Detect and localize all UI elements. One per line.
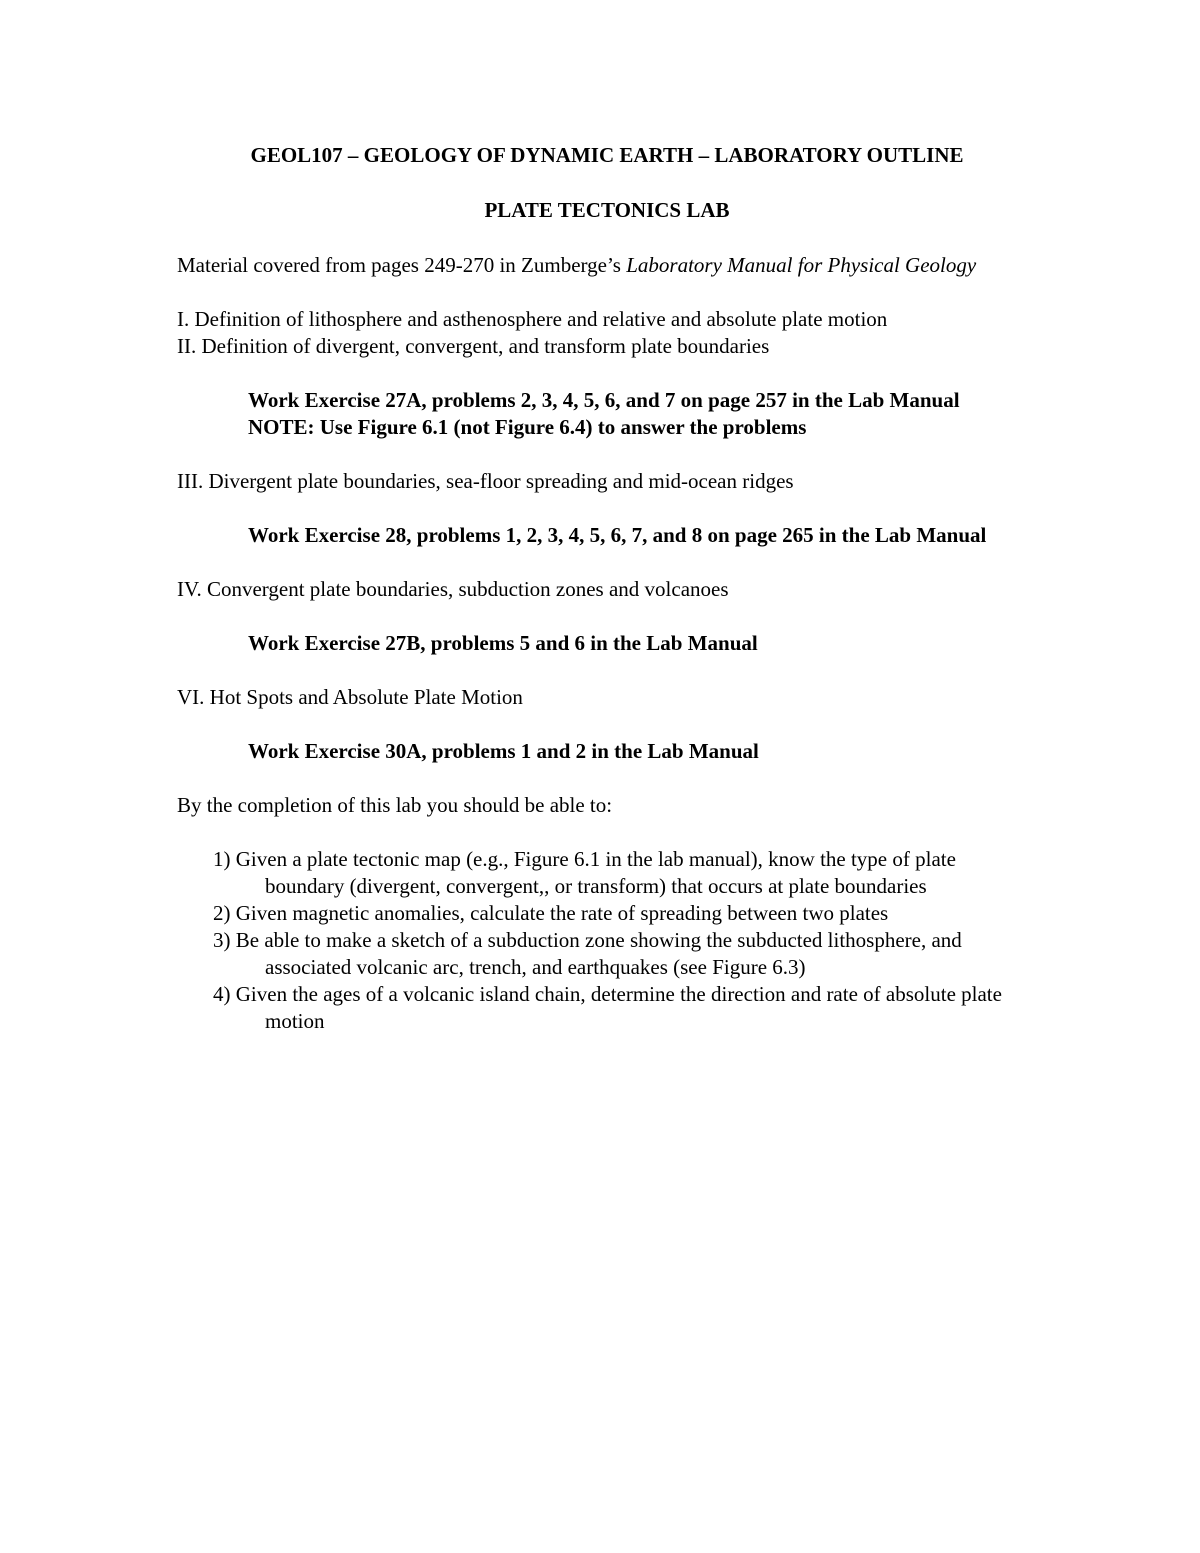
document-page bbox=[177, 142, 1037, 1035]
spacer bbox=[177, 549, 1037, 576]
topic-4: IV. Convergent plate boundaries, subduction zones and volcanoes bbox=[177, 577, 729, 601]
material-covered bbox=[177, 252, 1037, 279]
objective-item: 2) Given magnetic anomalies, calculate the rate of spreading between two plates bbox=[213, 901, 889, 925]
topic-1: I. Definition of lithosphere and asthenosphere and relative and absolute plate motion bbox=[177, 307, 888, 331]
topic-3: III. Divergent plate boundaries, sea-floor spreading and mid-ocean ridges bbox=[177, 469, 794, 493]
spacer bbox=[177, 765, 1037, 792]
exercise-27a: Work Exercise 27A, problems 2, 3, 4, 5, 6, and 7 on page 257 in the Lab Manual bbox=[248, 388, 960, 412]
spacer bbox=[177, 360, 1037, 387]
spacer bbox=[177, 657, 1037, 684]
objectives-intro: By the completion of this lab you should be able to: bbox=[177, 793, 613, 817]
lab-manual-title: Laboratory Manual for Physical Geology bbox=[626, 253, 977, 277]
topic-6: VI. Hot Spots and Absolute Plate Motion bbox=[177, 685, 523, 709]
spacer bbox=[177, 441, 1037, 468]
spacer bbox=[177, 279, 1037, 306]
lab-title: PLATE TECTONICS LAB bbox=[484, 198, 730, 222]
topic-2: II. Definition of divergent, convergent, and transform plate boundaries bbox=[177, 334, 770, 358]
document-title: GEOL107 – GEOLOGY OF DYNAMIC EARTH – LABORATORY OUTLINE bbox=[250, 143, 964, 167]
objective-item: 1) Given a plate tectonic map (e.g., Figure 6.1 in the lab manual), know the type of plate boundary (divergent, convergent,, or transform) that occurs at plate boundaries bbox=[213, 847, 956, 898]
spacer bbox=[177, 495, 1037, 522]
objectives-list bbox=[177, 846, 1037, 1035]
exercise-28: Work Exercise 28, problems 1, 2, 3, 4, 5, 6, 7, and 8 on page 265 in the Lab Manual bbox=[248, 523, 987, 547]
objective-item: 4) Given the ages of a volcanic island chain, determine the direction and rate of absolute plate motion bbox=[213, 982, 1002, 1033]
spacer bbox=[177, 711, 1037, 738]
exercise-27b: Work Exercise 27B, problems 5 and 6 in the Lab Manual bbox=[248, 631, 758, 655]
objective-item: 3) Be able to make a sketch of a subduction zone showing the subducted lithosphere, and associated volcanic arc, trench, and earthquakes (see Figure 6.3) bbox=[213, 928, 962, 979]
spacer bbox=[177, 603, 1037, 630]
spacer bbox=[177, 819, 1037, 846]
exercise-27a-note: NOTE: Use Figure 6.1 (not Figure 6.4) to answer the problems bbox=[248, 415, 807, 439]
material-prefix: Material covered from pages 249-270 in Zumberge’s bbox=[177, 253, 627, 277]
exercise-30a: Work Exercise 30A, problems 1 and 2 in the Lab Manual bbox=[248, 739, 759, 763]
